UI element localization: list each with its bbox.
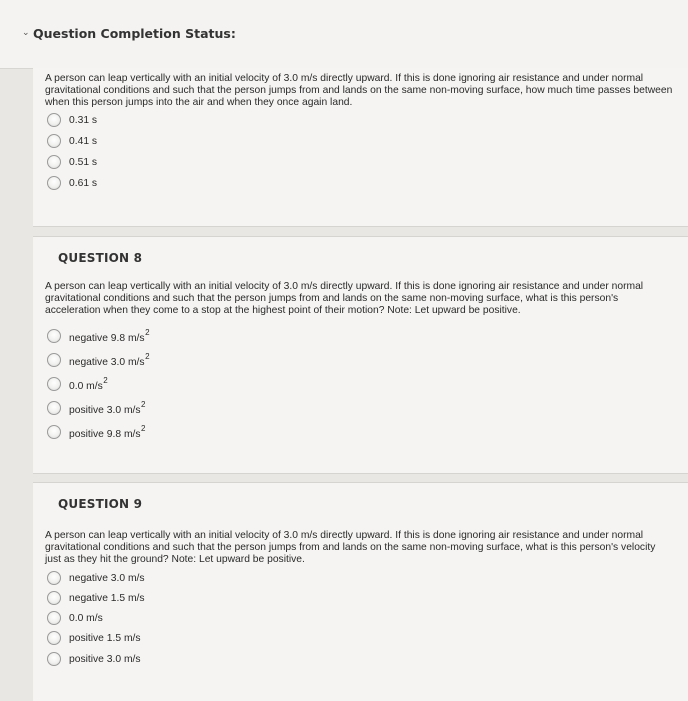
q9-option-5[interactable] <box>47 650 141 668</box>
radio-button[interactable] <box>47 425 61 439</box>
q7-option-4[interactable] <box>47 174 97 192</box>
radio-button[interactable] <box>47 571 61 585</box>
radio-button[interactable] <box>47 631 61 645</box>
option-label: positive 3.0 $m/s^2$ <box>69 400 146 416</box>
radio-button[interactable] <box>47 176 61 190</box>
q7-option-1[interactable] <box>47 111 97 129</box>
q8-option-3[interactable] <box>47 375 108 393</box>
option-label: negative 3.0 $m/s^2$ <box>69 352 150 368</box>
radio-button[interactable] <box>47 591 61 605</box>
q9-option-4[interactable] <box>47 629 141 647</box>
question-8-panel <box>33 236 688 474</box>
question-8-text: A person can leap vertically with an initial velocity of 3.0 m/s directly upward. If this is done ignoring air resistance and under normal gravitational conditions and such that the person jumps from and lands on the same non-moving surface, what is this person's acceleration when they come to a stop at the highest point of their motion? Note: Let upward be positive. <box>45 281 644 316</box>
radio-button[interactable] <box>47 377 61 391</box>
option-label: 0.51 s <box>69 156 98 168</box>
question-9-panel <box>33 482 688 701</box>
completion-status-title: Question Completion Status: <box>33 26 236 41</box>
radio-button[interactable] <box>47 401 61 415</box>
q8-option-4[interactable] <box>47 399 146 417</box>
option-label: negative 9.8 $m/s^2$ <box>69 328 150 344</box>
option-label: 0.61 s <box>69 177 98 189</box>
radio-button[interactable] <box>47 353 61 367</box>
q9-option-1[interactable] <box>47 569 145 587</box>
q7-option-3[interactable] <box>47 153 97 171</box>
q8-option-1[interactable] <box>47 327 150 345</box>
radio-button[interactable] <box>47 611 61 625</box>
radio-button[interactable] <box>47 155 61 169</box>
option-label: 0.31 s <box>69 114 98 126</box>
option-label: positive 9.8 $m/s^2$ <box>69 424 146 440</box>
question-9-text: A person can leap vertically with an initial velocity of 3.0 m/s directly upward. If this is done ignoring air resistance and under normal gravitational conditions and such that the person jumps from and lands on the same non-moving surface, what is this person's velocity just as they hit the ground? Note: Let upward be positive. <box>45 530 656 565</box>
question-title: QUESTION 9 <box>58 497 143 511</box>
option-label: positive 1.5 m/s <box>69 632 141 644</box>
option-label: 0.0 m/s <box>69 612 103 624</box>
radio-button[interactable] <box>47 652 61 666</box>
option-label: 0.41 s <box>69 135 98 147</box>
option-label: negative 1.5 m/s <box>69 592 145 604</box>
radio-button[interactable] <box>47 134 61 148</box>
question-7-text: A person can leap vertically with an initial velocity of 3.0 m/s directly upward. If this is done ignoring air resistance and under normal gravitational conditions and such that the person jumps from and lands on the same non-moving surface, how much time passes between when this person jumps into the air and when they once again land. <box>45 73 673 108</box>
question-title: QUESTION 8 <box>58 251 143 265</box>
q9-option-3[interactable] <box>47 609 103 627</box>
q9-option-2[interactable] <box>47 589 145 607</box>
option-label: 0.0 $m/s^2$ <box>69 376 108 392</box>
completion-status-header[interactable] <box>0 0 688 69</box>
radio-button[interactable] <box>47 329 61 343</box>
option-label: negative 3.0 m/s <box>69 572 145 584</box>
chevron-down-icon[interactable]: ⌄ <box>22 27 30 37</box>
radio-button[interactable] <box>47 113 61 127</box>
q8-option-2[interactable] <box>47 351 150 369</box>
option-label: positive 3.0 m/s <box>69 653 141 665</box>
q8-option-5[interactable] <box>47 423 146 441</box>
q7-option-2[interactable] <box>47 132 97 150</box>
question-7-panel <box>33 68 688 227</box>
